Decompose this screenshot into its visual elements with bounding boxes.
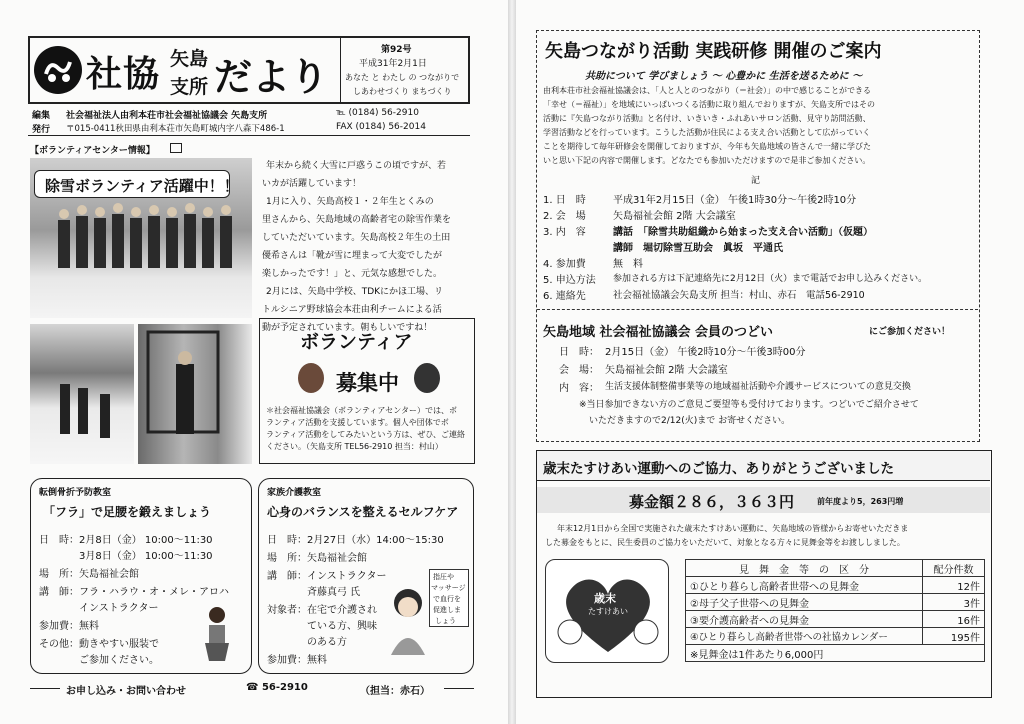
gathering-row: 内 容： 生活支援体制整備事業等の地域福祉活動や介護サービスについての意見交換: [559, 382, 911, 394]
fall-prevention-class-box: [30, 478, 252, 674]
class2-row: 講 師： インストラクター: [267, 571, 387, 582]
table-cell-count: 12件: [923, 577, 985, 594]
contact-footer: [30, 680, 474, 698]
table-cell-count: 16件: [923, 611, 985, 628]
table-cell-category: ①ひとり暮らし高齢者世帯への見舞金: [686, 577, 923, 594]
motto-line1: あなた と わたし の つながりで: [345, 73, 460, 82]
class2-row: 場 所： 矢島福祉会館: [267, 553, 367, 564]
distribution-table: [685, 559, 985, 662]
training-subtitle: 共助について 学びましょう ～ 心豊かに 生活を送るために ～: [585, 71, 863, 82]
year-end-text-line2: した募金をもとに、民生委員のご協力をいただいて、対象となる方々に見舞金等をお渡ししました。: [545, 538, 905, 547]
body-line: していただいています。矢島高校２年生の土田: [262, 233, 451, 243]
footer-contact-label: お申し込み・お問い合わせ: [66, 686, 186, 697]
gathering-title: 矢島地域 社会福祉協議会 会員のつどい: [543, 325, 774, 340]
masthead-title-dayori: だより: [214, 55, 329, 99]
illus-text-saimatsu: 歳末: [594, 592, 616, 605]
gathering-row: 会 場： 矢島福祉会館 2階 大会議室: [559, 365, 728, 376]
fax-number: FAX (0184) 56-2014: [336, 122, 426, 132]
class2-tag: 家族介護教室: [267, 488, 322, 498]
publisher-block: [28, 104, 470, 136]
charity-illustration: [545, 559, 669, 663]
class2-row: 斉藤真弓 氏: [307, 587, 361, 598]
photo-entrance: [138, 324, 252, 464]
headline-box: [34, 170, 239, 198]
masthead-title-shisho: 支所: [170, 76, 209, 98]
body-line: 年末から続く大雪に戸惑うこの頃ですが、若: [266, 161, 447, 171]
poster-volunteer-text: ボランティア: [300, 331, 413, 353]
body-line: 楽しかったです！」と、元気な感想でした。: [262, 269, 443, 279]
tel-number: ℡ (0184) 56-2910: [336, 108, 419, 118]
bubble-line: しょう: [435, 617, 456, 625]
class1-tag: 転倒骨折予防教室: [39, 488, 112, 498]
training-item: 講師 堀切除雪互助会 眞坂 平通氏: [613, 243, 783, 254]
year-end-box: [536, 450, 992, 698]
training-item: 4. 参加費 無 料: [543, 259, 643, 270]
table-row: [686, 628, 985, 645]
class2-title: 心身のバランスを整えるセルフケア: [267, 505, 459, 519]
bubble-line: 指圧や: [433, 573, 454, 581]
training-item: 2. 会 場 矢島福祉会館 2階 大会議室: [543, 211, 736, 222]
intro-line: いと思い下記の内容で開催します。どなたでも参加いただけますので是非ご参加ください。: [543, 156, 871, 165]
body-line: 動が予定されています。朝もしいですね！: [262, 323, 433, 333]
page-gutter: [508, 0, 516, 724]
class1-row: 参加費： 無料: [39, 621, 99, 632]
poster-recruiting-text: 募集中: [336, 371, 399, 395]
section-divider: [537, 309, 978, 310]
training-item: 3. 内 容 講話 「除雪共助組織から始まった支え合い活動」（仮題）: [543, 227, 873, 238]
body-line: トルシニア野球協会本荘由利チームによる活: [262, 305, 442, 315]
body-line: 1月に入り、矢島高校１・２年生とくみの: [266, 197, 434, 207]
training-item: 5. 申込方法 参加される方は下記連絡先に2月12日（火）まで電話でお申し込みください。: [543, 274, 928, 286]
table-cell-category: ②母子父子世帯への見舞金: [686, 594, 923, 611]
year-end-title: 歳末たすけあい運動へのご協力、ありがとうございました: [543, 461, 894, 477]
book-icon: [170, 143, 182, 153]
table-row: [686, 611, 985, 628]
section-title-volunteer: 【ボランティアセンター情報】: [30, 146, 155, 156]
year-end-text-line1: 年末12月1日から全国で実施された歳末たすけあい運動に、矢島地域の皆様からお寄せいただきま: [557, 524, 909, 533]
intro-line: 学習活動などを行っています。こうした活動が住民による支え合い活動として広がっていく: [543, 128, 871, 137]
person-icon: [298, 363, 324, 393]
class2-row: 参加費： 無料: [267, 655, 327, 666]
note-line: ください。（矢島支所 TEL56-2910 担当：村山）: [266, 442, 443, 451]
class1-row: インストラクター: [79, 603, 159, 614]
class1-row: その他： 動きやすい服装で: [39, 639, 159, 650]
masthead-title-yajima: 矢島: [170, 48, 209, 70]
class1-title: 「フラ」で足腰を鍛えましょう: [43, 505, 212, 519]
family-care-class-box: [258, 478, 474, 674]
bubble-line: 促進しま: [433, 606, 461, 614]
training-item: 6. 連絡先 社会福祉協議会矢島支所 担当：村山、赤石 電話56-2910: [543, 290, 865, 302]
intro-line: 活動に『矢島つながり活動』と名付け、いきいき・ふれあいサロン活動、見守り訪問活動、: [543, 114, 871, 123]
photo-house-snow: [30, 324, 134, 464]
note-line: ランティア活動をしてみたいという方は、ぜひ、ご連絡: [266, 430, 466, 439]
body-line: 里さんから、矢島地域の高齢者宅の除雪作業を: [262, 215, 452, 225]
table-footnote-row: [686, 645, 985, 662]
footer-rule: [444, 688, 474, 689]
masthead: [28, 36, 470, 104]
logo-icon: [34, 46, 82, 94]
class1-row: ご参加ください。: [79, 655, 159, 666]
table-cell-count: 195件: [923, 628, 985, 645]
intro-line: 由利本荘市社会福祉協議会は、「人と人とのつながり（＝社会）」の中で感じることができる: [543, 86, 871, 95]
bubble-line: で血行を: [433, 595, 461, 603]
publisher-label: 発行: [32, 125, 51, 135]
table-cell-count: 3件: [923, 594, 985, 611]
table-header-row: [686, 560, 985, 577]
body-line: いカが活躍しています！: [262, 179, 362, 189]
table-cell-category: ④ひとり暮らし高齢者世帯への社協カレンダー: [686, 628, 923, 645]
class2-row: ている方、興味: [307, 621, 377, 632]
intro-line: ことを期待して毎年研修会を開催しておりますが、今年も矢島地域の皆さんで一緒に学びた: [543, 142, 871, 151]
training-title: 矢島つながり活動 実践研修 開催のご案内: [545, 41, 882, 62]
class1-row: 講 師： フラ・ハラウ・オ・メレ・アロハ: [39, 587, 229, 598]
bubble-line: マッサージ: [431, 584, 466, 592]
donation-increase: 前年度より5，263円増: [817, 497, 904, 506]
class2-row: のある方: [307, 637, 347, 648]
class2-row: 対象者： 在宅で介護され: [267, 605, 377, 616]
issue-number: 第92号: [381, 45, 412, 55]
donation-amount: 募金額２８６，３６３円: [629, 493, 795, 511]
footer-person: （担当：赤石）: [360, 686, 430, 697]
illus-text-tasukeai: たすけあい: [588, 607, 628, 616]
volunteer-recruit-box: [259, 318, 475, 464]
note-line: ランティア活動を支援しています。個人や団体でボ: [266, 418, 449, 427]
left-page: [0, 0, 508, 724]
table-footnote: ※見舞金は1件あたり6,000円: [686, 645, 985, 662]
table-row: [686, 577, 985, 594]
gathering-title-suffix: にご参加ください！: [869, 327, 951, 337]
person-icon: [414, 363, 440, 393]
year-end-title-bar: [537, 451, 990, 481]
table-row: [686, 594, 985, 611]
table-cell-category: ③要介護高齢者への見舞金: [686, 611, 923, 628]
headline-snow-volunteer: 除雪ボランティア活躍中！！: [45, 177, 239, 195]
woman-massage-icon: [385, 585, 431, 655]
footer-tel: ☎ 56-2910: [246, 682, 308, 693]
training-notice-box: [536, 30, 980, 442]
intro-line: 「幸せ（＝福祉）」を地域にいっぱいつくる活動に取り組んでおりますが、矢島支所ではその: [543, 100, 875, 109]
table-header-category: 見 舞 金 等 の 区 分: [686, 560, 923, 577]
editor-label: 編集: [32, 111, 51, 121]
hula-dancer-icon: [201, 605, 233, 665]
ki-mark: 記: [751, 176, 761, 186]
gathering-note-line2: いただきますので2/12(火)まで お寄せください。: [589, 416, 791, 426]
right-page: [516, 0, 1024, 724]
class2-row: 日 時： 2月27日（水）14:00～15:30: [267, 535, 444, 546]
amount-banner: [537, 487, 990, 513]
issue-date: 平成31年2月1日: [359, 59, 427, 69]
massage-tip-bubble: [429, 569, 469, 627]
table-header-count: 配分件数: [923, 560, 985, 577]
footer-rule: [30, 688, 60, 689]
gathering-row: 日 時： 2月15日（金） 午後2時10分～午後3時00分: [559, 347, 806, 358]
gathering-note-line1: ※当日参加できない方のご意見ご要望等も受付けております。つどいでご紹介させて: [579, 400, 919, 410]
note-line: ＊社会福祉協議会（ボランティアセンター）では、ボ: [266, 406, 457, 415]
class1-row: 3月8日（金） 10:00～11:30: [79, 551, 213, 562]
org-name: 社会福祉法人由利本荘市社会福祉協議会 矢島支所: [66, 111, 268, 121]
body-line: 優希さんは「靴が雪に埋まって大変でしたが: [262, 251, 443, 261]
class1-row: 日 時： 2月8日（金） 10:00～11:30: [39, 535, 213, 546]
body-line: 2月には、矢島中学校、TDKにかほ工場、リ: [266, 287, 444, 297]
masthead-title-shakyo: 社協: [86, 53, 161, 95]
class1-row: 場 所： 矢島福祉会館: [39, 569, 139, 580]
org-address: 〒015-0411秋田県由利本荘市矢島町城内字八森下486-1: [66, 124, 285, 134]
issue-info: [340, 38, 470, 102]
training-item: 1. 日 時 平成31年2月15日（金） 午後1時30分～午後2時10分: [543, 195, 857, 206]
motto-line2: しあわせづくり まちづくり: [353, 87, 452, 96]
